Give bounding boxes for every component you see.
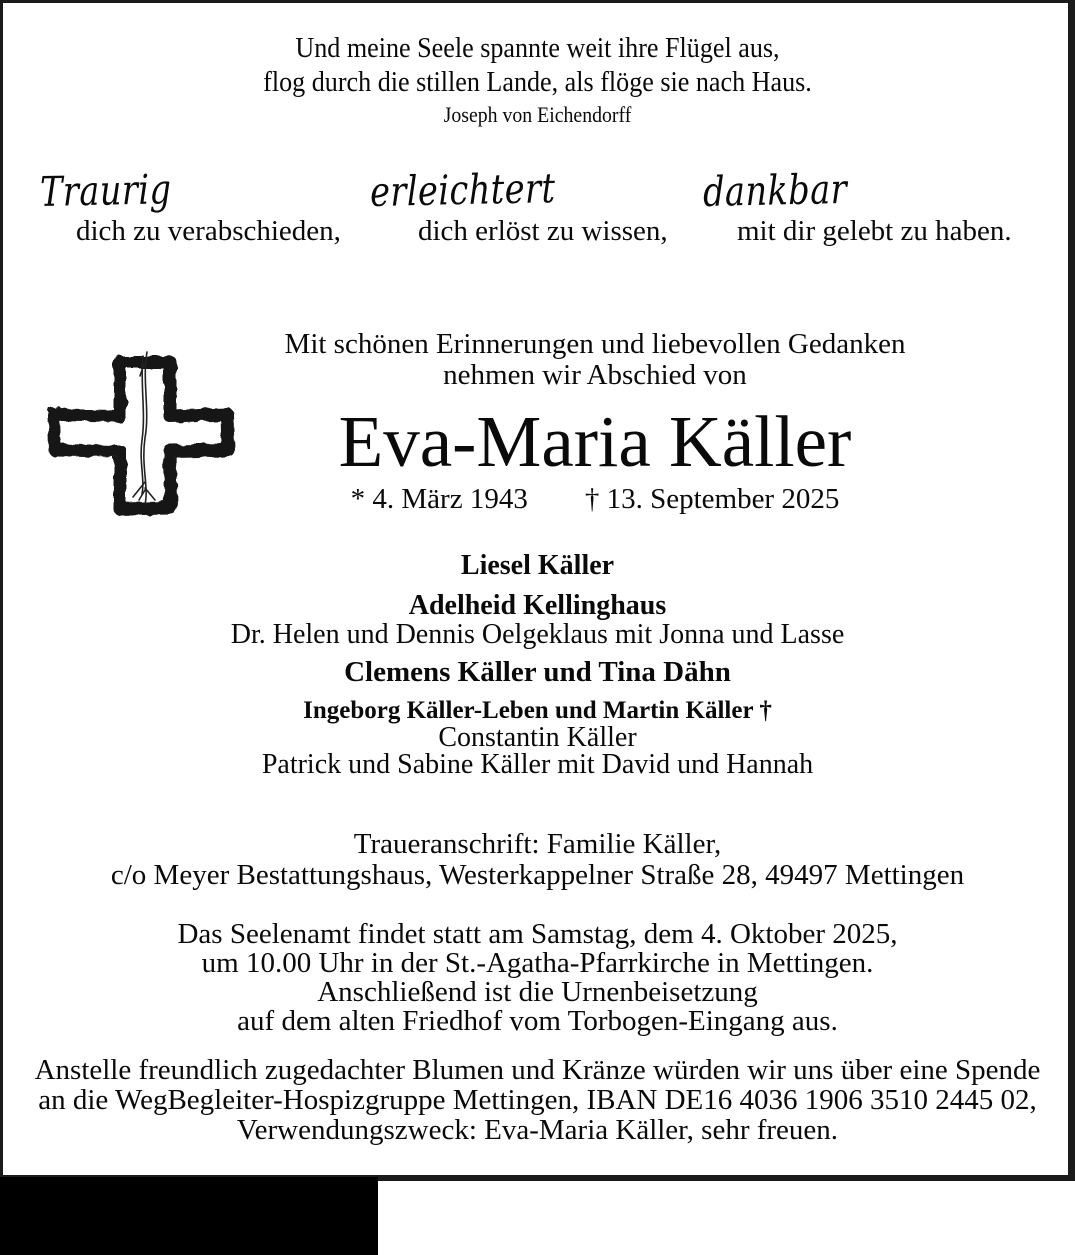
- death-date: † 13. September 2025: [584, 483, 840, 515]
- farewell-intro-line: Mit schönen Erinnerungen und liebevollen Gedanken: [284, 328, 906, 360]
- service-line: auf dem alten Friedhof vom Torbogen-Eingang aus.: [237, 1005, 838, 1037]
- adjacent-ad-fragment: [0, 1177, 378, 1255]
- life-dates: [160, 484, 1030, 514]
- mourner-line: Ingeborg Käller-Leben und Martin Käller †: [303, 697, 772, 724]
- memorial-poem: [54, 31, 1022, 127]
- sentiment-text-3: mit dir gelebt zu haben.: [737, 215, 1012, 247]
- mourner-line: Constantin Käller: [438, 722, 637, 753]
- deceased-name: Eva-Maria Käller: [338, 401, 852, 482]
- mourning-address: [0, 829, 1075, 891]
- funeral-service-info: [0, 920, 1075, 1036]
- mourner-line: Adelheid Kellinghaus: [408, 590, 667, 621]
- service-line: Anschließend ist die Urnenbeisetzung: [317, 976, 758, 1008]
- poem-attribution: Joseph von Eichendorff: [443, 102, 632, 127]
- mourner-line: Dr. Helen und Dennis Oelgeklaus mit Jonna und Lasse: [230, 619, 845, 650]
- donation-line: an die WegBegleiter-Hospizgruppe Mettingen, IBAN DE16 4036 1906 3510 2445 02,: [38, 1084, 1037, 1116]
- mourner-line: Clemens Käller und Tina Dähn: [344, 656, 731, 688]
- sentiment-word-dankbar: dankbar: [702, 164, 848, 216]
- service-line: Das Seelenamt findet statt am Samstag, dem 4. Oktober 2025,: [177, 918, 898, 950]
- poem-line: Und meine Seele spannte weit ihre Flügel aus,: [295, 32, 780, 64]
- service-line: um 10.00 Uhr in der St.-Agatha-Pfarrkirche in Mettingen.: [201, 947, 874, 979]
- donation-request: [0, 1055, 1075, 1145]
- sentiment-word-traurig: Traurig: [39, 165, 172, 216]
- sentiment-text-1: dich zu verabschieden,: [76, 215, 341, 247]
- sentiment-text-2: dich erlöst zu wissen,: [418, 215, 668, 247]
- sentiment-word-erleichtert: erleichtert: [369, 164, 556, 216]
- farewell-block: [160, 329, 1030, 514]
- poem-line: flog durch die stillen Lande, als flöge sie nach Haus.: [263, 66, 812, 98]
- mourners-list: [0, 551, 1075, 778]
- birth-date: * 4. März 1943: [350, 483, 528, 515]
- mourner-line: Liesel Käller: [460, 550, 615, 581]
- donation-line: Verwendungszweck: Eva-Maria Käller, sehr freuen.: [236, 1114, 839, 1146]
- farewell-intro-line: nehmen wir Abschied von: [443, 359, 747, 391]
- address-line: Traueranschrift: Familie Käller,: [353, 828, 722, 860]
- donation-line: Anstelle freundlich zugedachter Blumen und Kränze würden wir uns über eine Spende: [34, 1054, 1041, 1086]
- address-line: c/o Meyer Bestattungshaus, Westerkappelner Straße 28, 49497 Mettingen: [110, 859, 965, 891]
- mourner-line: Patrick und Sabine Käller mit David und Hannah: [261, 749, 814, 780]
